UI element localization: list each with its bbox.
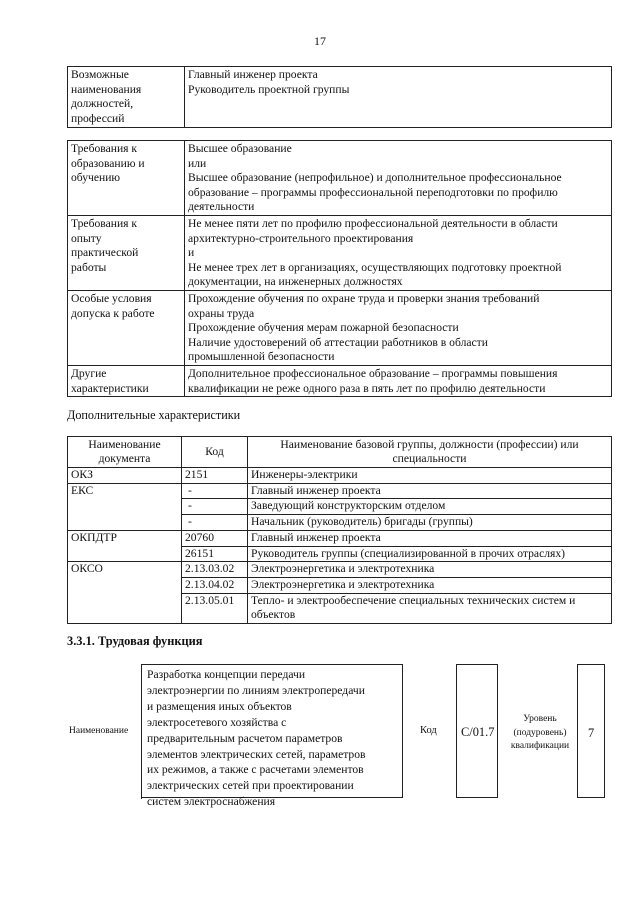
cell-name: Электроэнергетика и электротехника [248,562,612,578]
requirement-label-line: образованию и [71,156,145,170]
requirement-label [68,290,185,365]
requirement-row-experience [68,215,612,290]
requirement-label [68,141,185,216]
requirement-value-line: Прохождение обучения по охране труда и проверки знания требований [188,291,540,305]
function-name-label: Наименование [69,726,129,736]
additional-heading: Дополнительные характеристики [67,408,241,422]
requirement-label [68,215,185,290]
table-row [68,468,612,484]
requirement-row-admission [68,290,612,365]
function-text-line: их режимов, а также с расчетами элементов [147,763,364,777]
cell-code: - [182,499,248,515]
requirement-row-other [68,365,612,396]
positions-label-line: должностей, [71,97,134,111]
cell-document: ОКПДТР [68,530,182,546]
cell-document: ОКЗ [68,468,182,484]
table-row [68,593,612,623]
positions-label-line: Возможные [71,68,129,81]
cell-code: 20760 [182,530,248,546]
positions-row [68,67,612,128]
cell-code: - [182,515,248,531]
requirement-value-line: Наличие удостоверений об аттестации работников в области [188,335,488,349]
requirement-label [68,365,185,396]
requirement-value-line: архитектурно-строительного проектирования [188,231,414,245]
header-name [248,437,612,468]
positions-label [68,67,185,128]
requirement-label-line: Требования к [71,216,138,230]
function-text-line: электросетевого хозяйства с [147,715,287,729]
header-name-line: специальности [392,452,467,465]
table-row [68,546,612,562]
cell-document [68,515,182,531]
cell-code: 26151 [182,546,248,562]
code-label: Код [420,725,437,736]
requirement-value [185,290,612,365]
level-value: 7 [588,726,595,740]
cell-document [68,546,182,562]
requirement-label-line: обучению [71,171,121,185]
section-title: 3.3.1. Трудовая функция [67,634,203,648]
requirement-label-line: Требования к [71,142,138,155]
positions-value-line: Главный инженер проекта [188,68,318,81]
cell-code: 2151 [182,468,248,484]
requirement-value-line: Дополнительное профессиональное образование – программы повышения [188,366,558,380]
cell-name: Главный инженер проекта [248,530,612,546]
function-text-line: элементов электрических сетей, параметров [147,747,366,761]
cell-document: ОКСО [68,562,182,578]
page-number: 17 [314,34,326,48]
function-text-line: и размещения иных объектов [147,699,292,713]
function-box-edge [141,665,142,799]
requirement-value-line: образование – программы профессиональной переподготовки по профилю [188,185,558,199]
cell-code: - [182,483,248,499]
cell-document: ЕКС [68,483,182,499]
table-row [68,515,612,531]
cell-name: Тепло- и электрообеспечение специальных технических систем и объектов [248,593,612,623]
requirement-value-line: промышленной безопасности [188,350,335,364]
cell-code: 2.13.04.02 [182,577,248,593]
requirements-table [67,140,612,397]
positions-label-line: профессий [71,111,125,125]
requirement-label-line: допуска к работе [71,306,155,320]
function-text-line: электрических сетей при проектировании [147,779,354,793]
positions-label-line: наименования [71,82,142,96]
positions-value-line: Руководитель проектной группы [188,82,350,96]
cell-name: Руководитель группы (специализированной в прочих отраслях) [248,546,612,562]
requirement-value-line: охраны труда [188,306,255,320]
positions-value [185,67,612,128]
requirement-value-line: или [188,156,207,170]
cell-name: Заведующий конструкторским отделом [248,499,612,515]
table-row [68,577,612,593]
requirement-label-line: характеристики [71,381,149,395]
requirement-value-line: Высшее образование [188,142,292,155]
cell-code: 2.13.03.02 [182,562,248,578]
requirement-value [185,141,612,216]
requirement-value-line: Не менее пяти лет по профилю профессиональной деятельности в области [188,216,558,230]
cell-document [68,499,182,515]
requirement-value-line: Не менее трех лет в организациях, осуществляющих подготовку проектной [188,260,562,274]
level-label [502,713,578,754]
header-document [68,437,182,468]
requirement-value [185,365,612,396]
code-value: C/01.7 [461,725,495,739]
requirement-label-line: Другие [71,366,107,380]
level-label-line: Уровень [523,714,557,724]
header-code: Код [182,437,248,468]
requirement-value-line: Прохождение обучения мерам пожарной безопасности [188,321,459,335]
header-name-line: Наименование базовой группы, должности (профессии) или [280,438,579,451]
cell-name: Электроэнергетика и электротехника [248,577,612,593]
positions-table [67,66,612,128]
requirement-row-education [68,141,612,216]
header-document-line: Наименование [88,438,161,451]
additional-table [67,436,612,624]
header-document-line: документа [98,452,151,465]
requirement-value [185,215,612,290]
requirement-label-line: работы [71,260,107,274]
requirement-label-line: опыту [71,231,102,245]
function-text-line: электроэнергии по линиям электропередачи [147,683,365,697]
requirement-value-line: документации, на инженерных должностях [188,275,403,289]
table-row [68,530,612,546]
cell-name: Инженеры-электрики [248,468,612,484]
level-label-line: (подуровень) [513,727,567,738]
function-text-line: Разработка концепции передачи [147,668,306,681]
function-name-text [147,667,366,810]
level-label-line: квалификации [510,741,570,751]
cell-name: Главный инженер проекта [248,483,612,499]
additional-header-row [68,437,612,468]
function-text-line: систем электроснабжения [147,795,276,809]
function-name-box [141,664,403,809]
requirement-value-line: Высшее образование (непрофильное) и дополнительное профессиональное [188,171,562,185]
requirement-label-line: Особые условия [71,291,152,305]
function-text-line: предварительным расчетом параметров [147,731,343,745]
requirement-value-line: и [188,246,195,260]
table-row [68,483,612,499]
table-row [68,562,612,578]
cell-code: 2.13.05.01 [182,593,248,623]
requirement-label-line: практической [71,246,139,260]
requirement-value-line: деятельности [188,200,255,214]
cell-name: Начальник (руководитель) бригады (группы) [248,515,612,531]
table-row [68,499,612,515]
cell-document [68,593,182,623]
requirement-value-line: квалификации не реже одного раза в пять лет по профилю деятельности [188,381,546,395]
cell-document [68,577,182,593]
